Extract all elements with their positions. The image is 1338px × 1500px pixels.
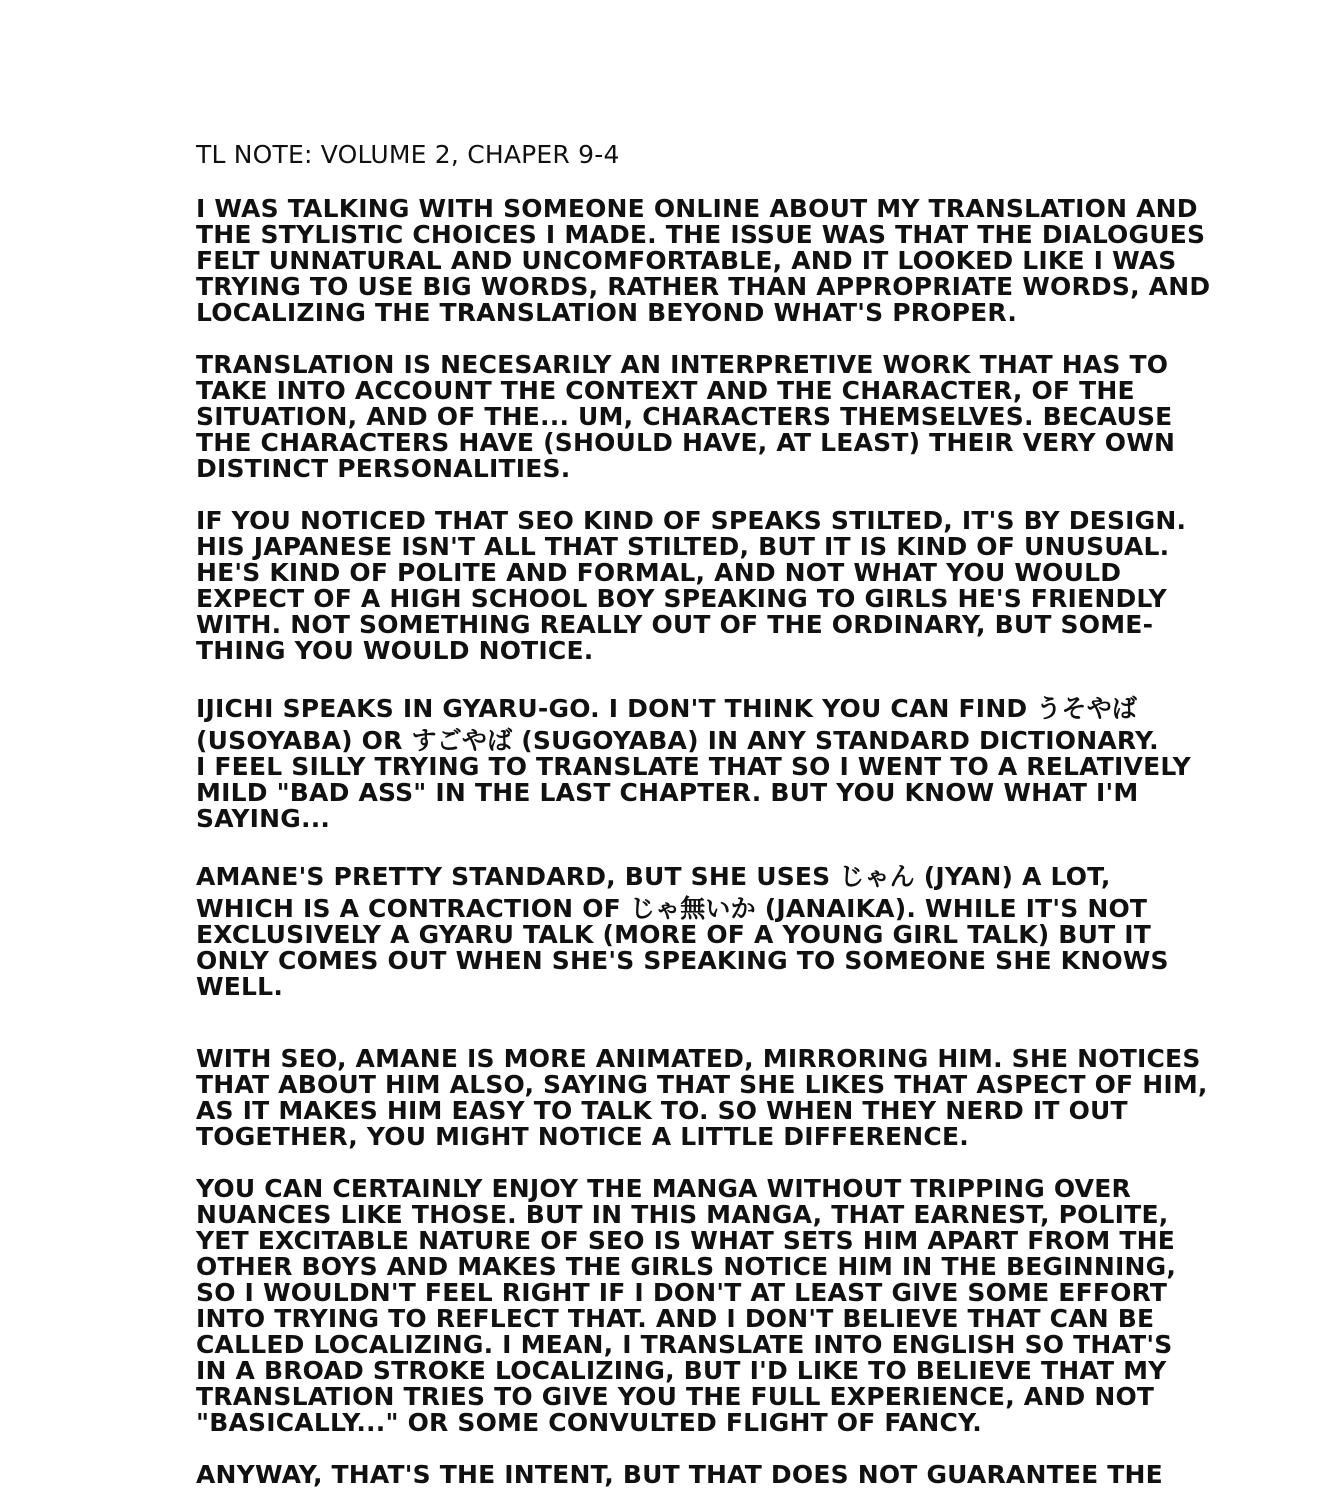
paragraph-line: AMANE'S PRETTY STANDARD, BUT SHE USES じゃん (JYAN) A LOT, — [196, 862, 1111, 891]
paragraph-line: EXPECT OF A HIGH SCHOOL BOY SPEAKING TO GIRLS HE'S FRIENDLY — [196, 584, 1167, 613]
paragraph-line: YOU CAN CERTAINLY ENJOY THE MANGA WITHOUT TRIPPING OVER — [196, 1174, 1131, 1203]
paragraph-line: HE'S KIND OF POLITE AND FORMAL, AND NOT WHAT YOU WOULD — [196, 558, 1122, 587]
paragraph-line: THAT ABOUT HIM ALSO, SAYING THAT SHE LIKES THAT ASPECT OF HIM, — [196, 1070, 1208, 1099]
paragraph-line: I WAS TALKING WITH SOMEONE ONLINE ABOUT MY TRANSLATION AND — [196, 194, 1198, 223]
paragraph-line: WHICH IS A CONTRACTION OF じゃ無いか (JANAIKA). WHILE IT'S NOT — [196, 894, 1148, 923]
paragraph-line: NUANCES LIKE THOSE. BUT IN THIS MANGA, THAT EARNEST, POLITE, — [196, 1200, 1169, 1229]
paragraph-line: SO I WOULDN'T FEEL RIGHT IF I DON'T AT LEAST GIVE SOME EFFORT — [196, 1278, 1168, 1307]
paragraph-line: HIS JAPANESE ISN'T ALL THAT STILTED, BUT IT IS KIND OF UNUSUAL. — [196, 532, 1170, 561]
paragraph-line: WELL. — [196, 972, 284, 1001]
paragraph-5 — [196, 858, 1296, 1000]
paragraph-line: THE CHARACTERS HAVE (SHOULD HAVE, AT LEAST) THEIR VERY OWN — [196, 428, 1176, 457]
paragraph-line: THE STYLISTIC CHOICES I MADE. THE ISSUE WAS THAT THE DIALOGUES — [196, 220, 1206, 249]
paragraph-line: LOCALIZING THE TRANSLATION BEYOND WHAT'S PROPER. — [196, 298, 1018, 327]
paragraph-line: MILD "BAD ASS" IN THE LAST CHAPTER. BUT YOU KNOW WHAT I'M — [196, 778, 1139, 807]
paragraph-7 — [196, 1176, 1296, 1436]
paragraph-4 — [196, 690, 1296, 832]
paragraph-line: OTHER BOYS AND MAKES THE GIRLS NOTICE HIM IN THE BEGINNING, — [196, 1252, 1177, 1281]
paragraph-line: THING YOU WOULD NOTICE. — [196, 636, 594, 665]
paragraph-line: DISTINCT PERSONALITIES. — [196, 454, 571, 483]
paragraph-line: TRANSLATION IS NECESARILY AN INTERPRETIVE WORK THAT HAS TO — [196, 350, 1169, 379]
paragraph-line: YET EXCITABLE NATURE OF SEO IS WHAT SETS HIM APART FROM THE — [196, 1226, 1176, 1255]
paragraph-line: WITH. NOT SOMETHING REALLY OUT OF THE ORDINARY, BUT SOME- — [196, 610, 1154, 639]
paragraph-line: IN A BROAD STROKE LOCALIZING, BUT I'D LIKE TO BELIEVE THAT MY — [196, 1356, 1167, 1385]
paragraph-1 — [196, 196, 1296, 326]
note-title: TL NOTE: VOLUME 2, CHAPER 9-4 — [196, 140, 620, 169]
paragraph-8 — [196, 1462, 1296, 1488]
paragraph-line: SAYING... — [196, 804, 331, 833]
paragraph-line: CALLED LOCALIZING. I MEAN, I TRANSLATE INTO ENGLISH SO THAT'S — [196, 1330, 1173, 1359]
paragraph-line: TAKE INTO ACCOUNT THE CONTEXT AND THE CHARACTER, OF THE — [196, 376, 1135, 405]
paragraph-line: INTO TRYING TO REFLECT THAT. AND I DON'T BELIEVE THAT CAN BE — [196, 1304, 1155, 1333]
paragraph-6 — [196, 1046, 1296, 1150]
paragraph-2 — [196, 352, 1296, 482]
paragraph-line: ANYWAY, THAT'S THE INTENT, BUT THAT DOES NOT GUARANTEE THE — [196, 1460, 1163, 1489]
paragraph-line: IF YOU NOTICED THAT SEO KIND OF SPEAKS STILTED, IT'S BY DESIGN. — [196, 506, 1187, 535]
paragraph-line: SITUATION, AND OF THE... UM, CHARACTERS THEMSELVES. BECAUSE — [196, 402, 1173, 431]
paragraph-line: FELT UNNATURAL AND UNCOMFORTABLE, AND IT LOOKED LIKE I WAS — [196, 246, 1177, 275]
paragraph-line: IJICHI SPEAKS IN GYARU-GO. I DON'T THINK YOU CAN FIND うそやば — [196, 694, 1138, 723]
paragraph-line: TRYING TO USE BIG WORDS, RATHER THAN APPROPRIATE WORDS, AND — [196, 272, 1211, 301]
tl-note — [196, 140, 1296, 1500]
paragraph-line: TOGETHER, YOU MIGHT NOTICE A LITTLE DIFFERENCE. — [196, 1122, 969, 1151]
paragraph-line: "BASICALLY..." OR SOME CONVULTED FLIGHT OF FANCY. — [196, 1408, 982, 1437]
paragraph-line: AS IT MAKES HIM EASY TO TALK TO. SO WHEN THEY NERD IT OUT — [196, 1096, 1128, 1125]
paragraph-3 — [196, 508, 1296, 664]
paragraph-line: I FEEL SILLY TRYING TO TRANSLATE THAT SO I WENT TO A RELATIVELY — [196, 752, 1191, 781]
paragraph-line: ONLY COMES OUT WHEN SHE'S SPEAKING TO SOMEONE SHE KNOWS — [196, 946, 1169, 975]
paragraph-line: TRANSLATION TRIES TO GIVE YOU THE FULL EXPERIENCE, AND NOT — [196, 1382, 1155, 1411]
paragraph-line: EXCLUSIVELY A GYARU TALK (MORE OF A YOUNG GIRL TALK) BUT IT — [196, 920, 1151, 949]
paragraph-line: (USOYABA) OR すごやば (SUGOYABA) IN ANY STANDARD DICTIONARY. — [196, 726, 1159, 755]
paragraph-line: WITH SEO, AMANE IS MORE ANIMATED, MIRRORING HIM. SHE NOTICES — [196, 1044, 1201, 1073]
